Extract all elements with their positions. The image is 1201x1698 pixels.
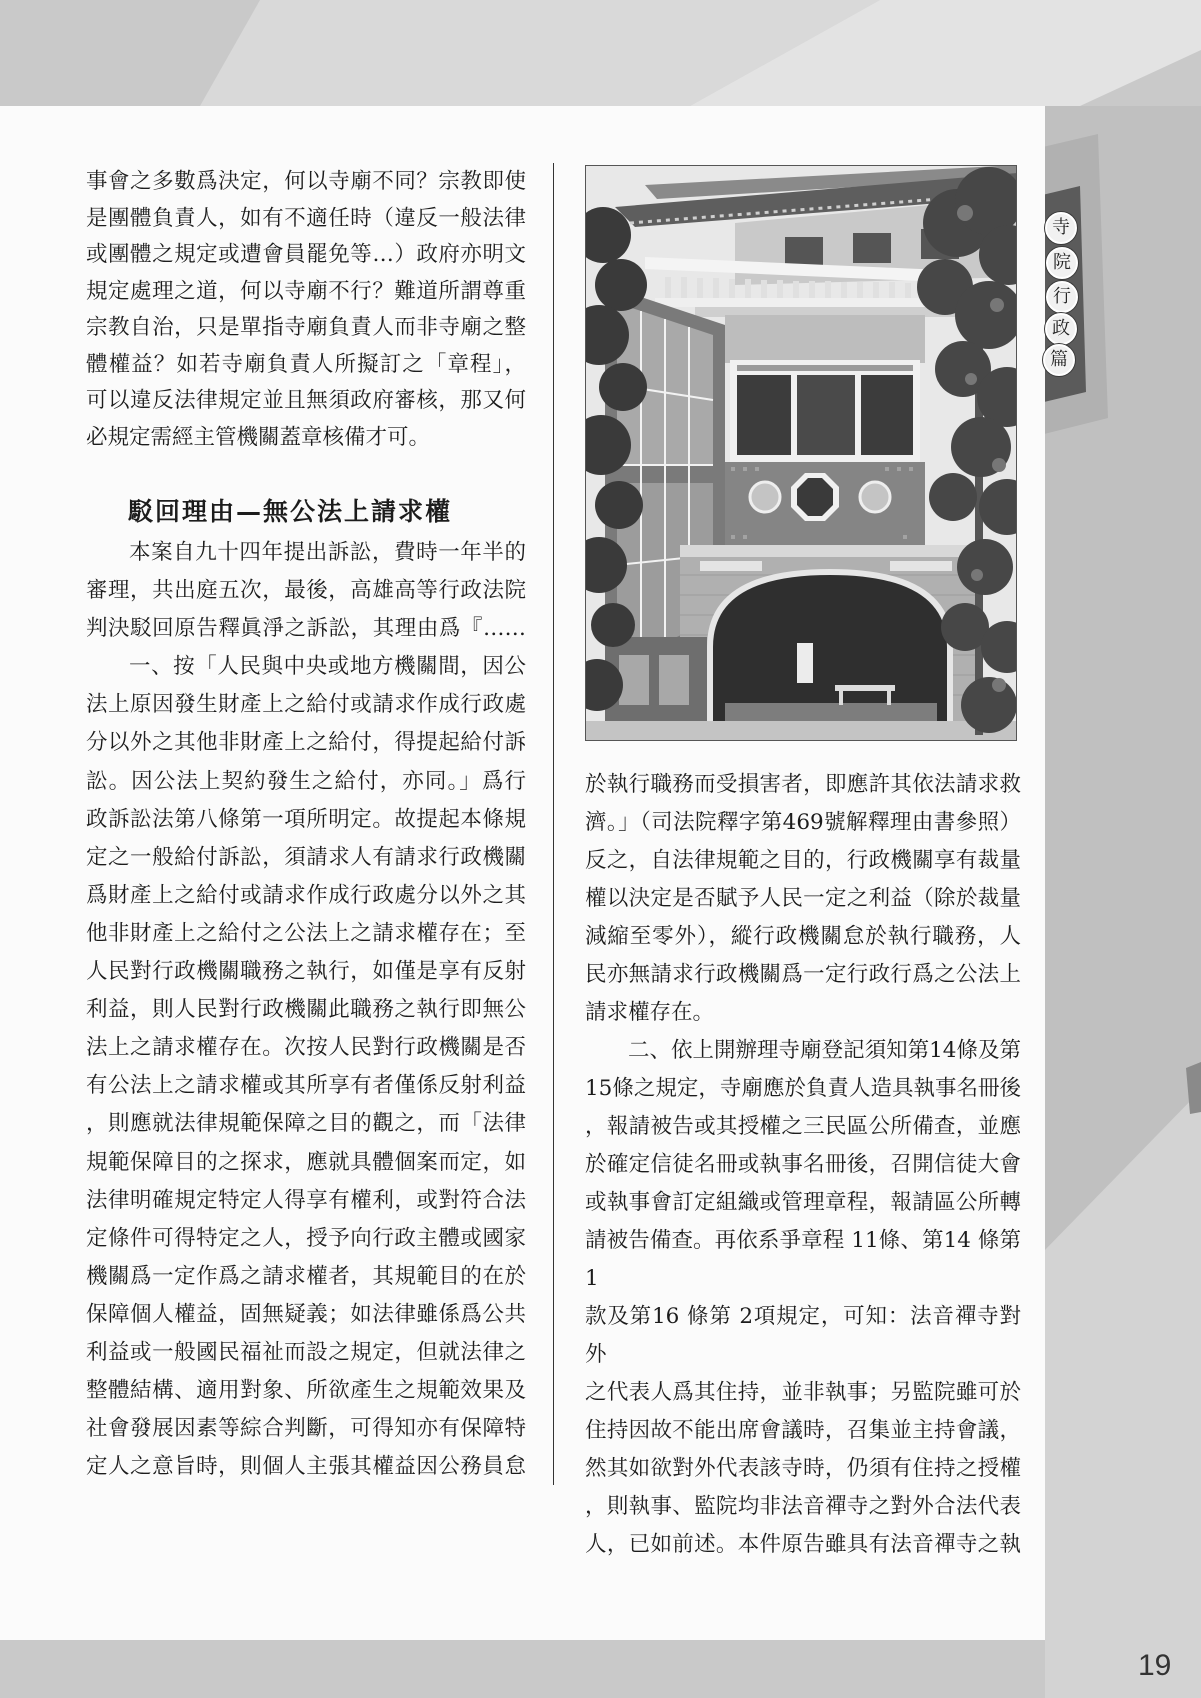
side-tab-char: 篇	[1043, 344, 1075, 376]
right-line: 或執事會訂定組織或管理章程，報請區公所轉	[585, 1190, 1021, 1215]
right-line: 二、依上開辦理寺廟登記須知第14條及第	[628, 1038, 1021, 1063]
body-line: 機關爲一定作爲之請求權者，其規範目的在於	[86, 1263, 526, 1289]
body-line: 利益，則人民對行政機關此職務之執行即無公	[86, 997, 526, 1023]
body-line: 定條件可得特定之人，授予向行政主體或國家	[86, 1225, 526, 1251]
section-heading: 駁回理由—無公法上請求權	[128, 497, 453, 526]
body-line: 規範保障目的之探求，應就具體個案而定，如	[86, 1149, 526, 1175]
photo-medallion	[750, 482, 780, 512]
body-paragraphs	[86, 534, 526, 1486]
body-line: 保障個人權益，固無疑義；如法律雖係爲公共	[86, 1301, 526, 1327]
intro-line: 體權益？如若寺廟負責人所擬訂之「章程」，	[86, 351, 526, 377]
intro-line: 或團體之規定或遭會員罷免等…）政府亦明文	[86, 242, 526, 267]
right-line: 濟。」（司法院釋字第469號解釋理由書參照）	[585, 810, 1021, 835]
body-line: 利益或一般國民福祉而設之規定，但就法律之	[86, 1339, 526, 1365]
page-number: 19	[1138, 1649, 1172, 1682]
intro-line: 必規定需經主管機關蓋章核備才可。	[86, 424, 431, 450]
body-line: ，則應就法律規範保障之目的觀之，而「法律	[86, 1111, 526, 1137]
right-line: ，則執事、監院均非法音禪寺之對外合法代表	[585, 1494, 1021, 1519]
right-line: 反之，自法律規範之目的，行政機關享有裁量	[585, 848, 1021, 873]
right-line: 之代表人爲其住持，並非執事；另監院雖可於	[585, 1380, 1021, 1405]
right-line: 人，已如前述。本件原告雖具有法音禪寺之執	[585, 1532, 1021, 1557]
intro-line: 宗教自治，只是單指寺廟負責人而非寺廟之整	[86, 315, 526, 340]
right-line: 民亦無請求行政機關爲一定行政行爲之公法上	[585, 962, 1021, 987]
building-photo	[585, 165, 1017, 741]
intro-paragraph	[86, 164, 526, 456]
body-line: 判決駁回原告釋眞淨之訴訟，其理由爲『……	[86, 616, 526, 642]
intro-line: 可以違反法律規定並且無須政府審核，那又何	[86, 388, 526, 413]
body-line: 定人之意旨時，則個人主張其權益因公務員怠	[86, 1454, 526, 1480]
body-line: 他非財產上之給付之公法上之請求權存在；至	[86, 920, 526, 946]
right-line: 請被告備查。再依系爭章程 11條、第14 條第1	[585, 1228, 1021, 1291]
body-line: 法上之請求權存在。次按人民對行政機關是否	[86, 1035, 526, 1061]
body-line: 整體結構、適用對象、所欲產生之規範效果及	[86, 1378, 526, 1404]
body-line: 有公法上之請求權或其所享有者僅係反射利益	[86, 1073, 526, 1099]
body-line: 定之一般給付訴訟，須請求人有請求行政機關	[86, 844, 526, 870]
right-line: 於執行職務而受損害者，即應許其依法請求救	[585, 772, 1021, 797]
column-divider	[553, 163, 554, 1485]
body-line: 人民對行政機關職務之執行，如僅是享有反射	[86, 959, 526, 985]
side-tab-char: 院	[1046, 247, 1078, 279]
right-line: 款及第16 條第 2項規定，可知：法音禪寺對外	[585, 1304, 1021, 1367]
right-line: 住持因故不能出席會議時，召集並主持會議，	[585, 1418, 1021, 1443]
side-tab-char: 政	[1045, 313, 1077, 345]
right-line: 權以決定是否賦予人民一定之利益（除於裁量	[585, 886, 1021, 911]
photo-sign	[797, 643, 813, 683]
intro-line: 事會之多數爲決定，何以寺廟不同？宗教即使	[86, 169, 526, 194]
body-line: 法律明確規定特定人得享有權利，或對符合法	[86, 1187, 526, 1213]
body-line: 本案自九十四年提出訴訟，費時一年半的	[129, 540, 526, 565]
side-tab-char: 行	[1046, 281, 1078, 313]
right-line: 減縮至零外），縱行政機關怠於執行職務，人	[585, 924, 1021, 949]
side-tab-char: 寺	[1045, 212, 1077, 244]
intro-line: 規定處理之道，何以寺廟不行？難道所謂尊重	[86, 278, 526, 304]
right-line: 然其如欲對外代表該寺時，仍須有住持之授權	[585, 1456, 1021, 1481]
intro-line: 是團體負責人，如有不適任時（違反一般法律	[86, 205, 526, 231]
body-line: 審理，共出庭五次，最後，高雄高等行政法院	[86, 578, 526, 604]
right-line: 15條之規定，寺廟應於負責人造具執事名冊後	[585, 1076, 1021, 1101]
right-column-text	[585, 766, 1021, 1564]
right-line: ，報請被告或其授權之三民區公所備查，並應	[585, 1114, 1021, 1139]
right-line: 請求權存在。	[585, 1000, 715, 1025]
body-line: 社會發展因素等綜合判斷，可得知亦有保障特	[86, 1416, 526, 1442]
body-line: 訟。因公法上契約發生之給付，亦同。」爲行	[86, 768, 526, 794]
photo-medallion	[860, 482, 890, 512]
body-line: 分以外之其他非財產上之給付，得提起給付訴	[86, 730, 526, 756]
body-line: 政訴訟法第八條第一項所明定。故提起本條規	[86, 806, 526, 832]
right-line: 於確定信徒名冊或執事名冊後，召開信徒大會	[585, 1152, 1021, 1177]
body-line: 爲財產上之給付或請求作成行政處分以外之其	[86, 882, 526, 908]
body-line: 一、按「人民與中央或地方機關間，因公	[129, 654, 526, 680]
body-line: 法上原因發生財產上之給付或請求作成行政處	[86, 692, 526, 718]
